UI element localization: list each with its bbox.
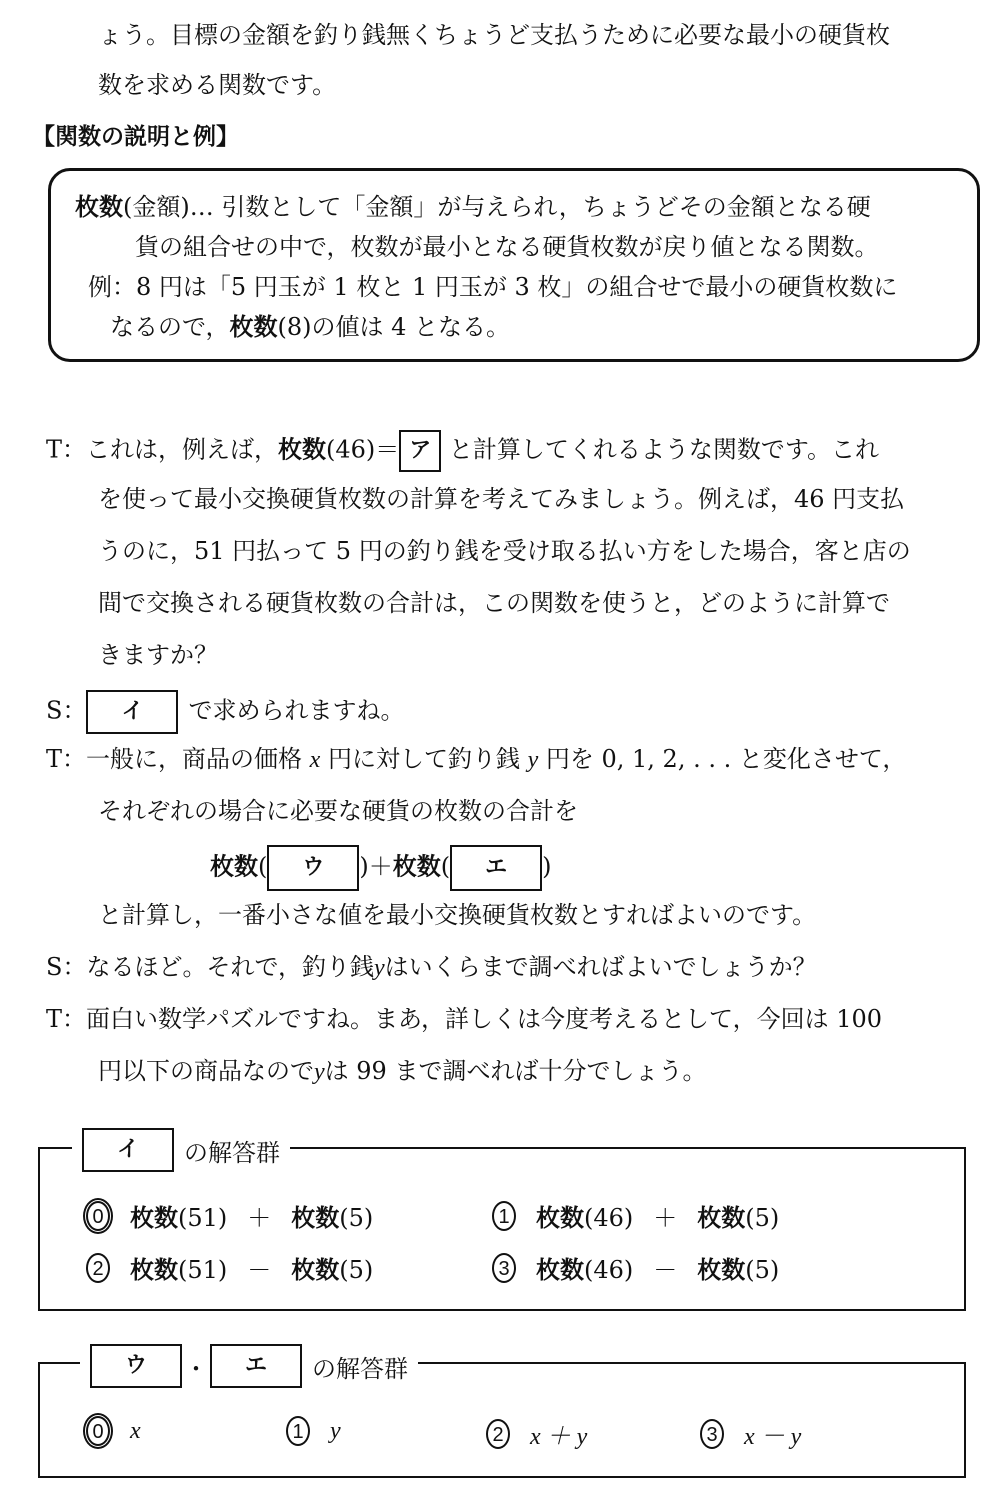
definition-line-1 — [75, 190, 871, 224]
speaker-label: T： — [46, 745, 87, 773]
operator: ＋ — [653, 1204, 678, 1232]
dialogue-t-2-line-2: それぞれの場合に必要な硬貨の枚数の合計を — [98, 797, 578, 825]
func-name: 枚数 — [130, 1204, 178, 1232]
variable-y: y — [314, 1059, 325, 1085]
func-name: 枚数 — [229, 313, 278, 341]
func-name: 枚数 — [210, 852, 258, 881]
formula — [210, 845, 552, 891]
dialogue-t-1-line-4: 間で交換される硬貨枚数の合計は，この関数を使うと，どのように計算で — [98, 589, 890, 617]
variable-x: x — [309, 747, 321, 773]
choices-title: の解答群 — [312, 1354, 408, 1383]
choices-i-legend — [72, 1128, 290, 1172]
func-arg: (51) — [178, 1256, 228, 1284]
blank-i: イ — [86, 690, 178, 734]
choice-i-2[interactable] — [86, 1250, 373, 1285]
dialogue-t-1-line-2: を使って最小交換硬貨枚数の計算を考えてみましょう。例えば，46 円支払 — [98, 485, 905, 513]
example-line-1: 例：8 円は「5 円玉が 1 枚と 1 円玉が 3 枚」の組合せで最小の硬貨枚数に — [88, 273, 898, 301]
func-name: 枚数 — [291, 1204, 340, 1232]
dialogue-t-2-line-1 — [46, 742, 906, 777]
dialogue-t-3-line-1 — [46, 1002, 882, 1036]
example-text: なるので， — [110, 313, 230, 341]
intro-line-2: 数を求める関数です。 — [98, 71, 337, 99]
option-expression: x — [130, 1417, 141, 1444]
func-name: 枚数 — [130, 1256, 178, 1284]
func-arg: (金額)… — [123, 193, 214, 221]
dialogue-t-1-line-5: きますか？ — [98, 641, 218, 669]
blank-e-label: エ — [210, 1344, 302, 1388]
operator: ＋ — [247, 1204, 272, 1232]
speaker-label: S： — [46, 953, 87, 981]
func-arg: (46) — [584, 1256, 634, 1284]
func-name: 枚数 — [278, 435, 327, 464]
dialogue-t-1-line-3: うのに，51 円払って 5 円の釣り銭を受け取る払い方をした場合，客と店の — [98, 537, 911, 565]
choice-ue-1[interactable] — [286, 1416, 341, 1446]
dialogue-text: 一般に，商品の価格 — [86, 745, 310, 773]
dialogue-text: はいくらまで調べればよいでしょうか？ — [384, 953, 817, 981]
choice-ue-3[interactable] — [700, 1416, 801, 1451]
choice-i-3[interactable] — [492, 1250, 779, 1285]
dialogue-s-2 — [46, 950, 817, 985]
variable-y: y — [373, 955, 385, 981]
choice-i-0[interactable] — [86, 1198, 373, 1233]
func-name: 枚数 — [536, 1204, 584, 1232]
dialogue-text: 円を 0, 1, 2, . . . と変化させて， — [538, 745, 907, 773]
dialogue-text: 面白い数学パズルですね。まあ，詳しくは今度考えるとして，今回は 100 — [86, 1005, 883, 1033]
choice-i-1[interactable] — [492, 1198, 779, 1233]
choice-ue-2[interactable] — [486, 1416, 587, 1451]
paren: ( — [440, 852, 451, 881]
option-number-icon: 2 — [86, 1253, 110, 1283]
option-number-icon: 0 — [86, 1201, 110, 1231]
choice-ue-0[interactable] — [86, 1416, 141, 1446]
option-number-icon: 1 — [286, 1416, 310, 1446]
operator: － — [653, 1256, 678, 1284]
blank-a: ア — [399, 430, 441, 472]
dialogue-t-2-line-3: と計算し，一番小さな値を最小交換硬貨枚数とすればよいのです。 — [98, 901, 817, 929]
example-text: (8)の値は 4 となる。 — [277, 313, 511, 341]
dialogue-text: なるほど。それで，釣り銭 — [86, 953, 374, 981]
variable-y: y — [527, 747, 539, 773]
operator: － — [247, 1256, 272, 1284]
func-arg: (51) — [178, 1204, 228, 1232]
option-number-icon: 3 — [700, 1419, 724, 1449]
speaker-label: S： — [46, 696, 87, 725]
dialogue-text: これは，例えば， — [86, 435, 279, 464]
func-arg: (46)＝ — [326, 435, 400, 464]
option-expression: x ＋ y — [530, 1424, 588, 1450]
func-name: 枚数 — [75, 193, 123, 221]
dialogue-t-3-line-2 — [98, 1054, 706, 1089]
blank-e: エ — [450, 845, 542, 891]
func-arg: (5) — [339, 1204, 374, 1232]
func-arg: (46) — [584, 1204, 634, 1232]
dialogue-text: 円以下の商品なので — [98, 1057, 314, 1085]
option-expression: y — [330, 1417, 341, 1444]
func-name: 枚数 — [392, 852, 441, 881]
dialogue-s-1 — [46, 690, 404, 734]
example-line-2 — [110, 310, 510, 344]
blank-i-label: イ — [82, 1128, 174, 1172]
section-heading: 【関数の説明と例】 — [32, 124, 239, 150]
func-name: 枚数 — [291, 1256, 340, 1284]
option-number-icon: 3 — [492, 1253, 516, 1283]
option-expression: x － y — [744, 1424, 802, 1450]
dialogue-text: で求められますね。 — [188, 696, 405, 725]
dialogue-text: は 99 まで調べれば十分でしょう。 — [324, 1057, 707, 1085]
intro-line-1: ょう。目標の金額を釣り銭無くちょうど支払うために必要な最小の硬貨枚 — [98, 21, 890, 49]
paren: ) — [542, 852, 552, 881]
func-name: 枚数 — [697, 1256, 746, 1284]
blank-u: ウ — [267, 845, 359, 891]
func-arg: (5) — [745, 1256, 780, 1284]
plus-operator: )＋ — [359, 852, 393, 881]
speaker-label: T： — [46, 1005, 87, 1033]
dialogue-t-1-line-1 — [46, 430, 879, 472]
dialogue-text: と計算してくれるような関数です。これ — [441, 435, 879, 464]
option-number-icon: 2 — [486, 1419, 510, 1449]
blank-u-label: ウ — [90, 1344, 182, 1388]
paren: ( — [258, 852, 268, 881]
option-number-icon: 1 — [492, 1201, 516, 1231]
speaker-label: T： — [46, 435, 87, 464]
option-number-icon: 0 — [86, 1416, 110, 1446]
definition-text: 引数として「金額」が与えられ，ちょうどその金額となる硬 — [213, 193, 871, 221]
choices-title: の解答群 — [184, 1138, 280, 1167]
separator: ・ — [184, 1354, 208, 1383]
func-arg: (5) — [339, 1256, 374, 1284]
func-name: 枚数 — [697, 1204, 746, 1232]
dialogue-text: 円に対して釣り銭 — [320, 745, 528, 773]
func-name: 枚数 — [536, 1256, 584, 1284]
choices-ue-legend — [80, 1344, 418, 1388]
func-arg: (5) — [745, 1204, 780, 1232]
definition-line-2: 貨の組合せの中で，枚数が最小となる硬貨枚数が戻り値となる関数。 — [135, 233, 879, 261]
